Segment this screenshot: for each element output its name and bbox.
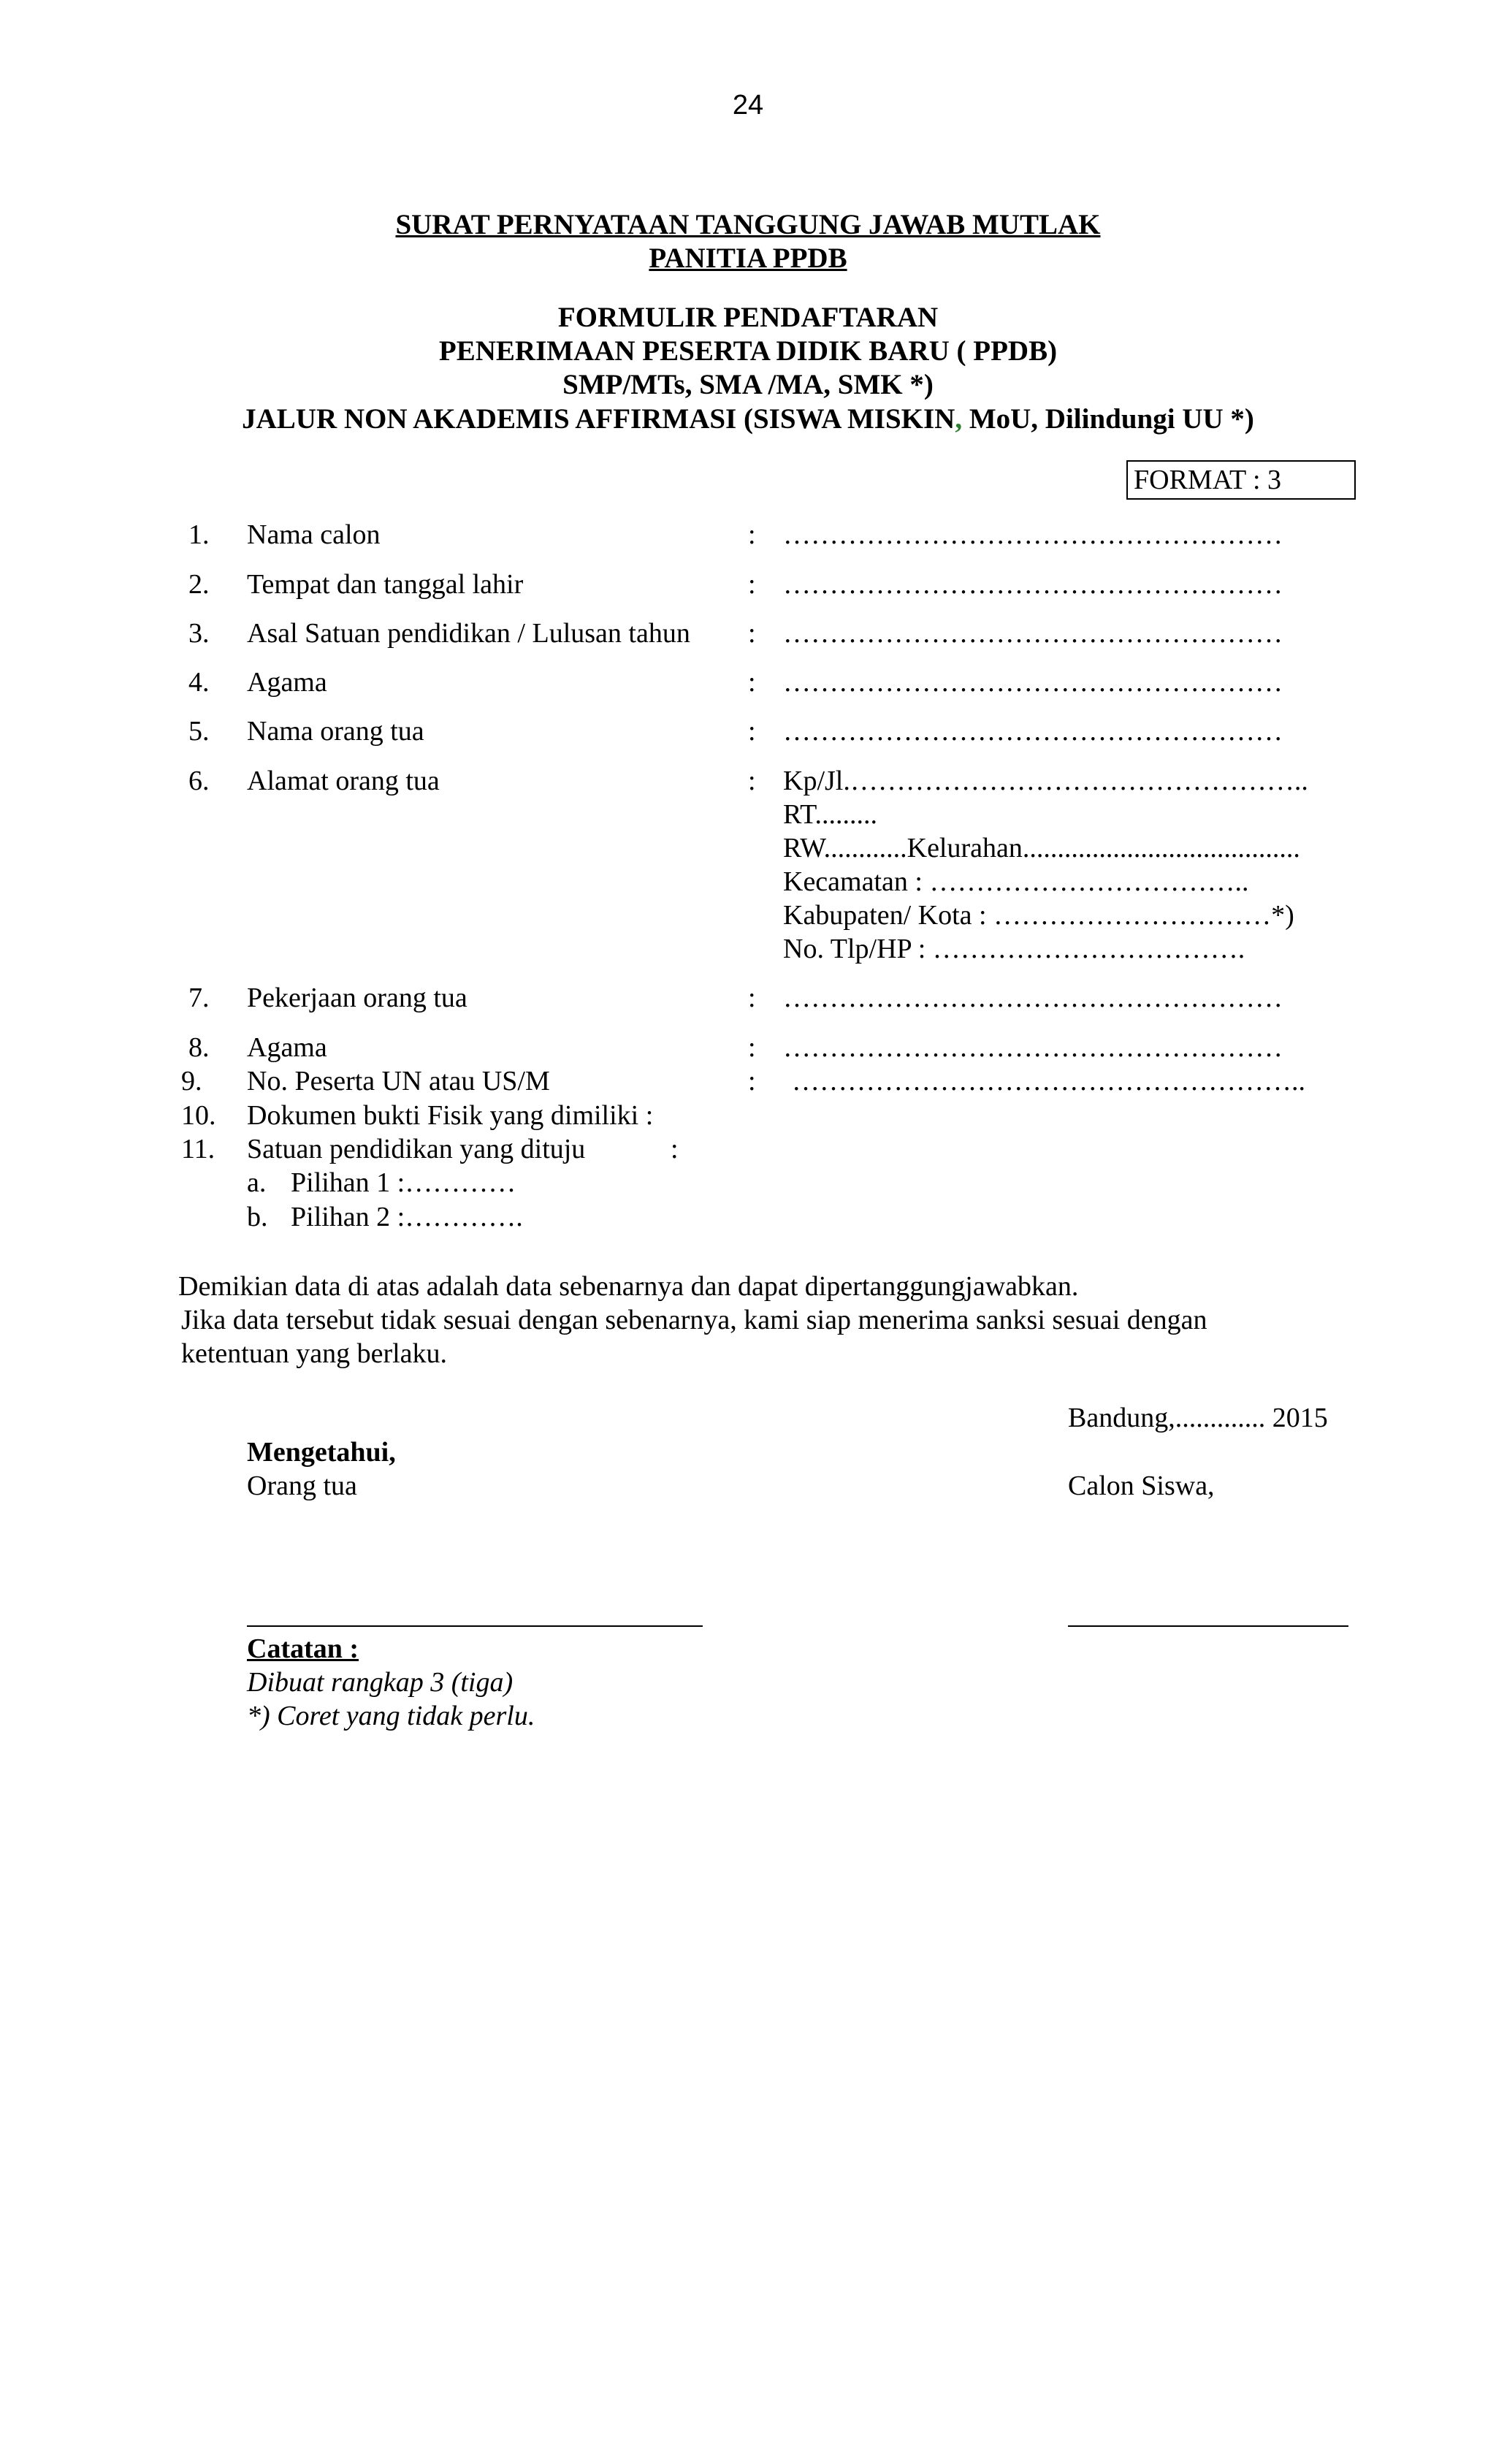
choice-pilihan-2[interactable]: Pilihan 2 :………….	[291, 1202, 523, 1232]
field-colon: :	[748, 1032, 756, 1063]
calon-siswa-label: Calon Siswa,	[1068, 1471, 1215, 1501]
orang-tua-label: Orang tua	[247, 1471, 357, 1501]
address-phone-line[interactable]: No. Tlp/HP : …………………………….	[783, 934, 1245, 964]
field-number: 11.	[181, 1134, 215, 1164]
document-title-committee: PANITIA PPDB	[649, 243, 847, 274]
field-label-dokumen-bukti-fisik: Dokumen bukti Fisik yang dimiliki :	[247, 1100, 654, 1131]
statement-line-3: ketentuan yang berlaku.	[181, 1338, 448, 1369]
field-blank-no-peserta-un[interactable]: ………………………………………………..	[792, 1066, 1305, 1096]
field-label-nama-orang-tua: Nama orang tua	[247, 716, 424, 747]
field-label-alamat-orang-tua: Alamat orang tua	[247, 766, 440, 796]
address-rw-kelurahan-line[interactable]: RW............Kelurahan........................................	[783, 833, 1300, 863]
admission-track	[0, 402, 1496, 437]
field-number: 5.	[188, 716, 210, 747]
field-number: 8.	[188, 1032, 210, 1063]
field-number: 3.	[188, 618, 210, 649]
field-number: 2.	[188, 569, 210, 600]
field-label-no-peserta-un: No. Peserta UN atau US/M	[247, 1066, 550, 1096]
field-number: 10.	[181, 1100, 216, 1131]
choice-pilihan-1[interactable]: Pilihan 1 :…………	[291, 1167, 516, 1198]
page-number: 24	[732, 90, 764, 121]
field-colon: :	[748, 667, 756, 698]
field-number: 6.	[188, 766, 210, 796]
field-colon: :	[748, 983, 756, 1013]
document-title: SURAT PERNYATAAN TANGGUNG JAWAB MUTLAK	[395, 209, 1101, 240]
field-colon: :	[748, 569, 756, 600]
student-signature-line[interactable]	[1068, 1625, 1348, 1627]
field-colon: :	[748, 519, 756, 550]
mengetahui-label: Mengetahui,	[247, 1437, 396, 1468]
field-number: 1.	[188, 519, 210, 550]
field-colon: :	[748, 716, 756, 747]
choice-letter: b.	[247, 1202, 268, 1232]
admission-track-comma: ,	[955, 403, 963, 435]
field-label-agama: Agama	[247, 667, 327, 698]
field-number: 4.	[188, 667, 210, 698]
field-label-nama-calon: Nama calon	[247, 519, 381, 550]
field-blank-nama-calon[interactable]: ………………………………………………	[783, 519, 1283, 550]
field-blank-agama-2[interactable]: ………………………………………………	[783, 1032, 1283, 1063]
statement-line-1: Demikian data di atas adalah data sebenarnya dan dapat dipertanggungjawabkan.	[178, 1271, 1079, 1302]
field-label-asal-satuan-pendidikan: Asal Satuan pendidikan / Lulusan tahun	[247, 618, 690, 649]
school-levels: SMP/MTs, SMA /MA, SMK *)	[562, 369, 934, 400]
choice-letter: a.	[247, 1167, 267, 1198]
field-blank-asal-satuan-pendidikan[interactable]: ………………………………………………	[783, 618, 1283, 649]
catatan-line-1: Dibuat rangkap 3 (tiga)	[247, 1667, 514, 1698]
admission-track-part2: MoU, Dilindungi UU *)	[962, 403, 1254, 435]
form-subheading: PENERIMAAN PESERTA DIDIK BARU ( PPDB)	[438, 335, 1058, 367]
field-label-tempat-tanggal-lahir: Tempat dan tanggal lahir	[247, 569, 524, 600]
field-blank-nama-orang-tua[interactable]: ………………………………………………	[783, 716, 1283, 747]
statement-line-2: Jika data tersebut tidak sesuai dengan sebenarnya, kami siap menerima sanksi sesuai dengan	[181, 1305, 1207, 1335]
address-rt-line[interactable]: RT.........	[783, 799, 877, 830]
catatan-line-2: *) Coret yang tidak perlu.	[247, 1701, 535, 1731]
field-label-agama-2: Agama	[247, 1032, 327, 1063]
place-date[interactable]: Bandung,............. 2015	[1068, 1403, 1328, 1433]
catatan-heading: Catatan :	[247, 1633, 359, 1664]
address-kabupaten-kota-line[interactable]: Kabupaten/ Kota : …………………………*)	[783, 900, 1294, 931]
field-number: 7.	[188, 983, 210, 1013]
field-colon: :	[748, 766, 756, 796]
form-heading: FORMULIR PENDAFTARAN	[557, 302, 939, 333]
format-label-box: FORMAT : 3	[1126, 460, 1356, 500]
admission-track-part1: JALUR NON AKADEMIS AFFIRMASI (SISWA MISKIN	[242, 403, 955, 435]
field-number: 9.	[181, 1066, 202, 1096]
field-blank-agama[interactable]: ………………………………………………	[783, 667, 1283, 698]
address-kecamatan-line[interactable]: Kecamatan : ……………………………..	[783, 866, 1249, 897]
parent-signature-line[interactable]	[247, 1625, 703, 1627]
field-blank-pekerjaan-orang-tua[interactable]: ………………………………………………	[783, 983, 1283, 1013]
field-blank-kp-jl[interactable]: Kp/Jl.…………………………………………..	[783, 766, 1308, 796]
field-colon: :	[671, 1134, 679, 1164]
field-label-satuan-pendidikan-dituju: Satuan pendidikan yang dituju	[247, 1134, 586, 1164]
field-blank-tempat-tanggal-lahir[interactable]: ………………………………………………	[783, 569, 1283, 600]
field-label-pekerjaan-orang-tua: Pekerjaan orang tua	[247, 983, 468, 1013]
field-colon: :	[748, 618, 756, 649]
field-colon: :	[748, 1066, 756, 1096]
